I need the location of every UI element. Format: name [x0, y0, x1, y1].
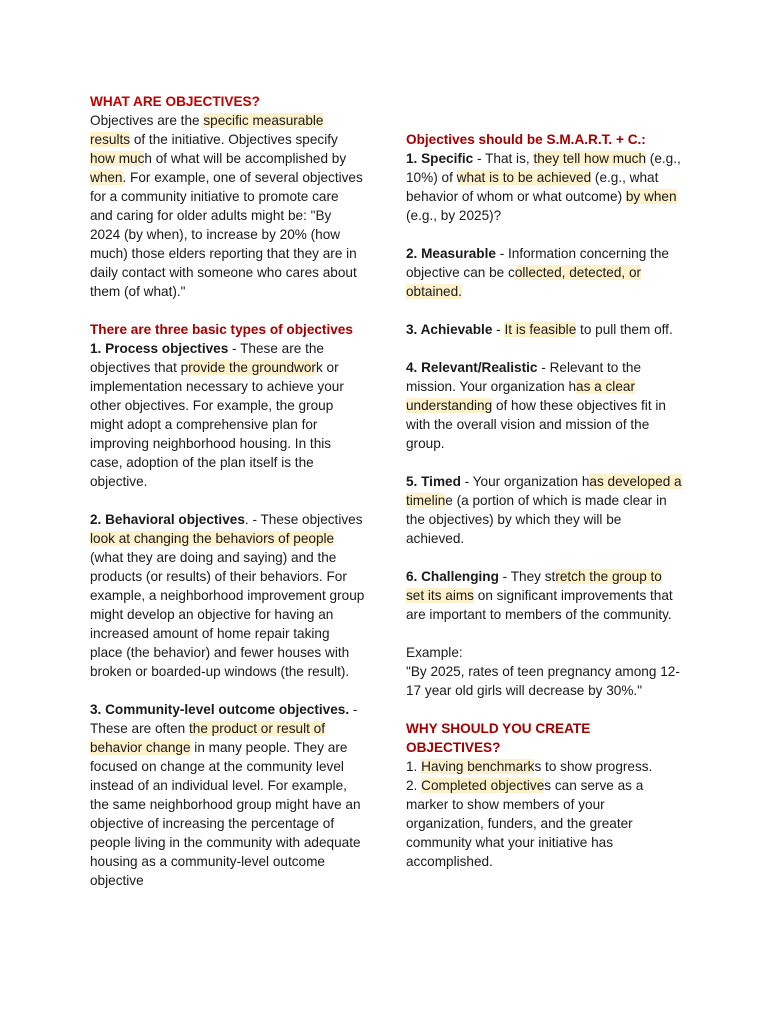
highlighted-text: as a clear understanding	[406, 379, 635, 413]
smart-measurable-paragraph	[406, 244, 682, 301]
highlighted-text: ollected, detected, or obtained.	[406, 265, 642, 299]
body-text: in many people. They are focused on change at the community level instead of an individual level. For example, the same neighborhood group might have an objective of increasing the percentage of people living in the community with adequate housing as a community-level outcome objective	[90, 740, 361, 888]
item-title: 2. Measurable	[406, 246, 496, 261]
body-text: of the initiative. Objectives specify	[130, 132, 338, 147]
behavioral-objectives-paragraph	[90, 510, 365, 681]
highlighted-text: the product or result of behavior change	[90, 721, 326, 755]
highlighted-text: retch the group to set its aims	[406, 569, 662, 603]
smart-timed-paragraph	[406, 472, 682, 548]
item-title: 2. Behavioral objectives	[90, 512, 245, 527]
highlighted-text: by when	[625, 189, 677, 204]
why-item-2	[406, 776, 682, 871]
item-title: 3. Community-level outcome objectives.	[90, 702, 350, 717]
body-text: - They st	[498, 569, 556, 584]
item-title: 1. Specific	[406, 151, 474, 166]
body-text: - That is,	[473, 151, 534, 166]
body-text: s to show progress.	[534, 759, 653, 774]
body-text: of how these objectives fit in with the overall vision and mission of the group.	[406, 398, 666, 451]
right-column	[406, 130, 682, 871]
item-title: 4. Relevant/Realistic	[406, 360, 538, 375]
highlighted-text: how muc	[90, 151, 145, 166]
body-text: - These are the objectives that p	[90, 341, 324, 375]
smart-achievable-paragraph	[406, 320, 682, 339]
example-text: "By 2025, rates of teen pregnancy among 12-17 year old girls will decrease by 30%."	[406, 664, 680, 698]
why-item-1	[406, 757, 682, 776]
process-objectives-paragraph	[90, 339, 365, 491]
highlighted-text: what is to be achieved	[456, 170, 592, 185]
body-text: k or implementation necessary to achieve your other objectives. For example, the group might adopt a comprehensive plan for improving neighborhood housing. In this case, adoption of the plan itself is the objective.	[90, 360, 344, 489]
smart-specific-paragraph	[406, 149, 682, 225]
heading-why-create-objectives: WHY SHOULD YOU CREATE OBJECTIVES?	[406, 721, 591, 755]
body-text: . - These objectives	[244, 512, 363, 527]
item-title: 6. Challenging	[406, 569, 499, 584]
heading-types-of-objectives: There are three basic types of objectives	[90, 322, 353, 337]
body-text: to pull them off.	[576, 322, 673, 337]
highlighted-text: they tell how much	[533, 151, 647, 166]
body-text: - Your organization h	[460, 474, 590, 489]
body-text: 2.	[406, 778, 422, 793]
body-text: s can serve as a marker to show members of your organization, funders, and the greater community what your initiative has accomplished.	[406, 778, 644, 869]
left-column	[90, 92, 365, 890]
body-text: . For example, one of several objectives for a community initiative to promote care and caring for older adults might be: "By 2024 (by when), to increase by 20% (how much) those elders reporting that they are in daily contact with someone who cares about them (of what)."	[90, 170, 363, 299]
highlighted-text: rovide the groundwor	[188, 360, 316, 375]
intro-paragraph	[90, 111, 365, 301]
highlighted-text: Having benchmark	[421, 759, 535, 774]
heading-smart: Objectives should be S.M.A.R.T. + C.:	[406, 132, 646, 147]
item-title: 5. Timed	[406, 474, 461, 489]
body-text: on significant improvements that are important to members of the community.	[406, 588, 673, 622]
highlighted-text: look at changing the behaviors of people	[90, 531, 335, 546]
body-text: (what they are doing and saying) and the products (or results) of their behaviors. For example, a neighborhood improvement group might develop an objective for having an increased amount of home repair taking place (the behavior) and fewer houses with broken or boarded-up windows (the result).	[90, 550, 365, 679]
body-text: (e.g., by 2025)?	[406, 208, 502, 223]
body-text: (e.g., what behavior of whom or what outcome)	[406, 170, 659, 204]
smart-relevant-paragraph	[406, 358, 682, 453]
body-text: (e.g., 10%) of	[406, 151, 681, 185]
smart-challenging-paragraph	[406, 567, 682, 624]
body-text: - Relevant to the mission. Your organization h	[406, 360, 642, 394]
body-text: - Information concerning the objective can be c	[406, 246, 669, 280]
example-label: Example:	[406, 645, 463, 660]
body-text: Objectives are the	[90, 113, 204, 128]
community-objectives-paragraph	[90, 700, 365, 890]
heading-what-are-objectives: WHAT ARE OBJECTIVES?	[90, 94, 260, 109]
highlighted-text: Completed objective	[421, 778, 545, 793]
body-text: e (a portion of which is made clear in the objectives) by which they will be achieved.	[406, 493, 667, 546]
highlighted-text: as developed a timelin	[406, 474, 682, 508]
highlighted-text: specific measurable results	[90, 113, 324, 147]
body-text: -	[492, 322, 505, 337]
body-text: 1.	[406, 759, 422, 774]
highlighted-text: It is feasible	[504, 322, 577, 337]
body-text: h of what will be accomplished by	[144, 151, 347, 166]
item-title: 3. Achievable	[406, 322, 493, 337]
highlighted-text: when	[90, 170, 123, 185]
item-title: 1. Process objectives	[90, 341, 229, 356]
body-text: - These are often	[90, 702, 358, 736]
